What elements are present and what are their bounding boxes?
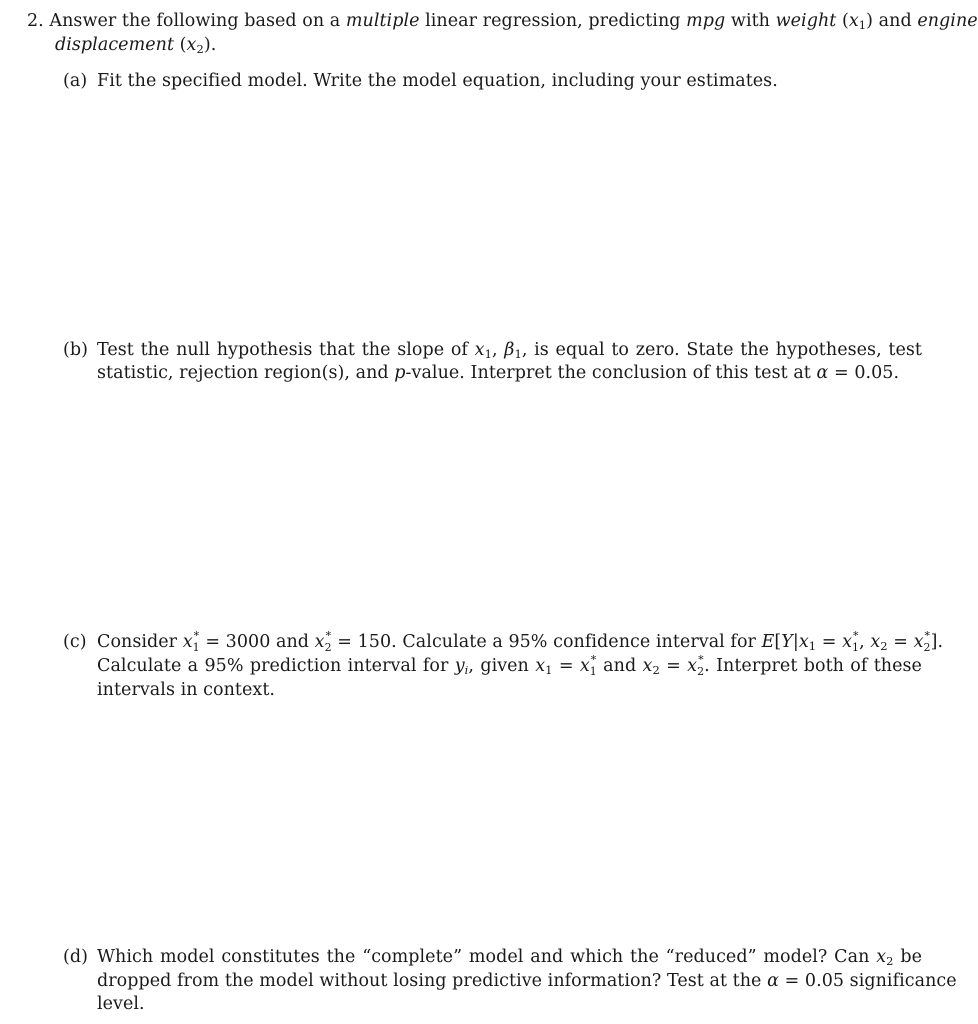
part-c-line-2: Calculate a 95% prediction interval for $y_i$, given $x_1 = x$ ∗ $_1$ and $x_2 = x$ ∗ $_2$. Interpret both of these	[97, 651, 922, 678]
part-c-label: (c)	[63, 632, 87, 652]
question-number: 2.	[27, 11, 44, 31]
part-c-line-3: intervals in context.	[97, 680, 276, 700]
part-b-label: (b)	[63, 340, 89, 360]
part-a-text: Fit the specified model. Write the model equation, including your estimates.	[97, 71, 778, 91]
part-d-line-2: dropped from the model without losing predictive information? Test at the α = 0.05 significance	[97, 971, 957, 991]
part-c-line-1: Consider x ∗ $_1$ = 3000 and x ∗ $_2$ = 150. Calculate a 95% confidence interval for $E[Y|x_1 = x$ ∗ $_1$, $x_2 = x$ ∗ $_2$].	[97, 627, 944, 654]
question-intro-line-2: displacement $(x_2)$.	[55, 35, 217, 56]
part-d-label: (d)	[63, 947, 89, 967]
part-b-line-2: statistic, rejection region(s), and p-value. Interpret the conclusion of this test at α = 0.05.	[97, 363, 900, 383]
part-d-line-3: level.	[97, 994, 145, 1014]
part-d-line-1: Which model constitutes the “complete” model and which the “reduced” model? Can $x_2$ be	[97, 947, 922, 968]
question-intro-line-1: 2. Answer the following based on a multiple linear regression, predicting mpg with weight $(x_1)$ and engine	[27, 11, 978, 32]
part-b-line-1: Test the null hypothesis that the slope of $x_1$, $\beta_1$, is equal to zero. State the hypotheses, test	[97, 340, 922, 361]
part-a-label: (a)	[63, 71, 88, 91]
